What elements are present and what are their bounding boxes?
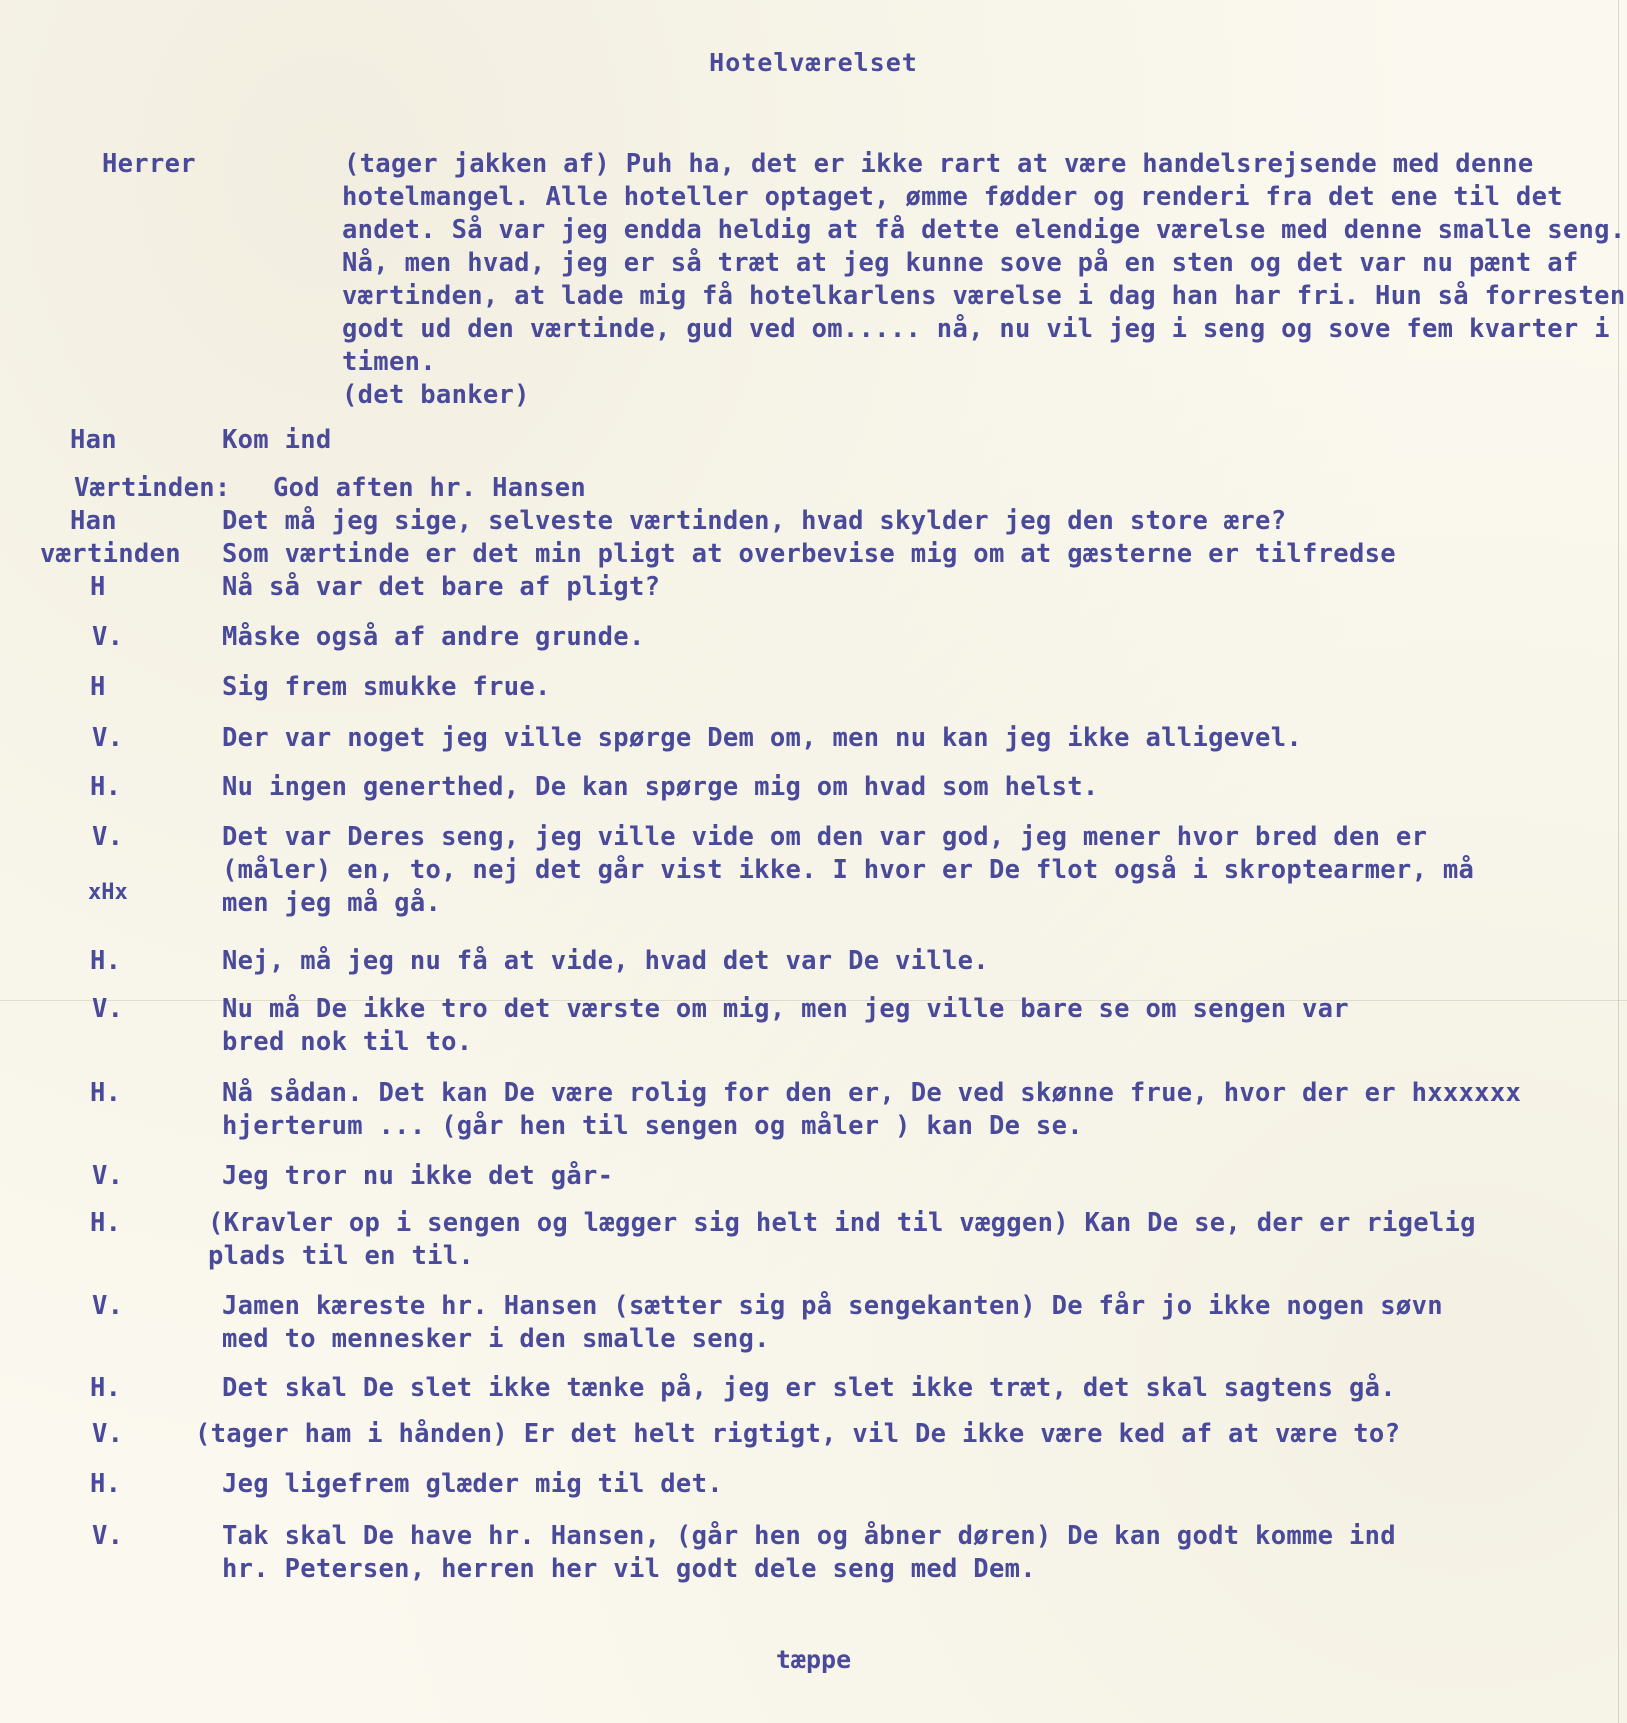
dialogue-line: Der var noget jeg ville spørge Dem om, men nu kan jeg ikke alligevel. [222,723,1303,753]
document-title: Hotelværelset [709,48,918,77]
dialogue-text [222,571,660,604]
dialogue-text [222,821,1474,920]
speaker-label: V. [92,723,124,753]
dialogue-line: Det skal De slet ikke tænke på, jeg er slet ikke træt, det skal sagtens gå. [222,1373,1396,1403]
dialogue-text [273,472,586,505]
speaker-label: H. [90,1469,122,1499]
dialogue-text [222,538,1396,571]
dialogue-row [0,1468,1627,1501]
dialogue-row [0,472,1627,505]
dialogue-line: Jeg tror nu ikke det går- [222,1161,614,1191]
dialogue-row [0,993,1627,1059]
dialogue-row [0,505,1627,538]
speaker-label: værtinden [40,539,181,569]
dialogue-text [222,424,332,457]
speaker-label: V. [92,1419,124,1449]
ending-word: tæppe [775,1645,852,1674]
dialogue-row [0,1290,1627,1356]
intro-line: værtinden, at lade mig få hotelkarlens værelse i dag han har fri. Hun så forresten [342,281,1626,311]
stage-direction: (det banker) [342,380,530,410]
dialogue-line: Nu må De ikke tro det værste om mig, men jeg ville bare se om sengen var [222,994,1349,1024]
speaker-label: V. [92,822,124,852]
dialogue-row [0,1520,1627,1586]
dialogue-row [0,424,1627,457]
dialogue-row [0,671,1627,704]
dialogue-line: Måske også af andre grunde. [222,622,645,652]
dialogue-text [222,1290,1443,1356]
dialogue-line: Jeg ligefrem glæder mig til det. [222,1469,723,1499]
dialogue-text [222,993,1349,1059]
dialogue-row [0,571,1627,604]
dialogue-line: Tak skal De have hr. Hansen, (går hen og åbner døren) De kan godt komme ind [222,1521,1396,1551]
speaker-label: H. [90,1208,122,1238]
speaker-label: H [90,672,106,702]
intro-line: andet. Så var jeg endda heldig at få dette elendige værelse med denne smalle seng. [342,215,1626,245]
dialogue-row [0,771,1627,804]
dialogue-line: Det må jeg sige, selveste værtinden, hvad skylder jeg den store ære? [222,506,1287,536]
intro-line: timen. [342,347,436,377]
dialogue-text [195,1418,1400,1451]
dialogue-row [0,1160,1627,1193]
dialogue-text [222,1372,1396,1405]
speaker-label: V. [92,1291,124,1321]
dialogue-line: Nej, må jeg nu få at vide, hvad det var De ville. [222,946,989,976]
margin-mark: xHx [88,880,128,905]
speaker-label: V. [92,1161,124,1191]
dialogue-line: God aften hr. Hansen [273,473,587,503]
intro-monologue [102,148,1626,412]
dialogue-text [222,1160,613,1193]
dialogue-text [208,1207,1476,1273]
dialogue-line: bred nok til to. [222,1027,473,1057]
dialogue-line: hjerterum ... (går hen til sengen og måler ) kan De se. [222,1111,1083,1141]
dialogue-row [0,1418,1627,1451]
dialogue-line: Sig frem smukke frue. [222,672,551,702]
intro-line: Nå, men hvad, jeg er så træt at jeg kunne sove på en sten og det var nu pænt af [342,248,1579,278]
speaker-label: H. [90,946,122,976]
dialogue-row [0,722,1627,755]
dialogue-text [222,1520,1396,1586]
speaker-label: Værtinden: [74,473,231,503]
dialogue-row [0,1077,1627,1143]
dialogue-text [222,1077,1521,1143]
dialogue-line: Det var Deres seng, jeg ville vide om den var god, jeg mener hvor bred den er [222,822,1428,852]
dialogue-line: Nå så var det bare af pligt? [222,572,661,602]
dialogue-line: (Kravler op i sengen og lægger sig helt ind til væggen) Kan De se, der er rigelig [208,1208,1476,1238]
speaker-label: H [90,572,106,602]
dialogue-line: hr. Petersen, herren her vil godt dele seng med Dem. [222,1554,1036,1584]
dialogue-line: Jamen kæreste hr. Hansen (sætter sig på sengekanten) De får jo ikke nogen søvn [222,1291,1443,1321]
dialogue-row [0,1207,1627,1273]
dialogue-text [222,771,1099,804]
speaker-label: Han [70,425,117,455]
dialogue-line: Nu ingen generthed, De kan spørge mig om hvad som helst. [222,772,1099,802]
dialogue-text [222,945,989,978]
intro-text [102,148,1626,412]
speaker-label: V. [92,622,124,652]
intro-line: godt ud den værtinde, gud ved om..... nå, nu vil jeg i seng og sove fem kvarter i [342,314,1610,344]
intro-line: hotelmangel. Alle hoteller optaget, ømme fødder og renderi fra det ene til det [342,182,1563,212]
dialogue-line: Kom ind [222,425,332,455]
speaker-label: H. [90,772,122,802]
dialogue-line: (tager ham i hånden) Er det helt rigtigt, vil De ikke være ked af at være to? [195,1419,1401,1449]
dialogue-text [222,505,1286,538]
dialogue-row [0,1372,1627,1405]
dialogue-text [222,1468,723,1501]
dialogue-row [0,945,1627,978]
speaker-label: Han [70,506,117,536]
dialogue-text [222,671,551,704]
dialogue-line: Nå sådan. Det kan De være rolig for den er, De ved skønne frue, hvor der er hxxxxxx [222,1078,1522,1108]
dialogue-line: med to mennesker i den smalle seng. [222,1324,770,1354]
intro-speaker: Herrer [102,149,196,179]
speaker-label: V. [92,1521,124,1551]
dialogue-row [0,621,1627,654]
dialogue-row [0,538,1627,571]
dialogue-line: men jeg må gå. [222,888,442,918]
intro-line: (tager jakken af) Puh ha, det er ikke rart at være handelsrejsende med denne [344,149,1534,179]
dialogue-row [0,821,1627,920]
speaker-label: V. [92,994,124,1024]
dialogue-line: (måler) en, to, nej det går vist ikke. I hvor er De flot også i skroptearmer, må [222,855,1475,885]
dialogue-line: Som værtinde er det min pligt at overbevise mig om at gæsterne er tilfredse [222,539,1396,569]
dialogue-line: plads til en til. [208,1241,475,1271]
dialogue-text [222,722,1302,755]
dialogue-text [222,621,645,654]
speaker-label: H. [90,1078,122,1108]
speaker-label: H. [90,1373,122,1403]
